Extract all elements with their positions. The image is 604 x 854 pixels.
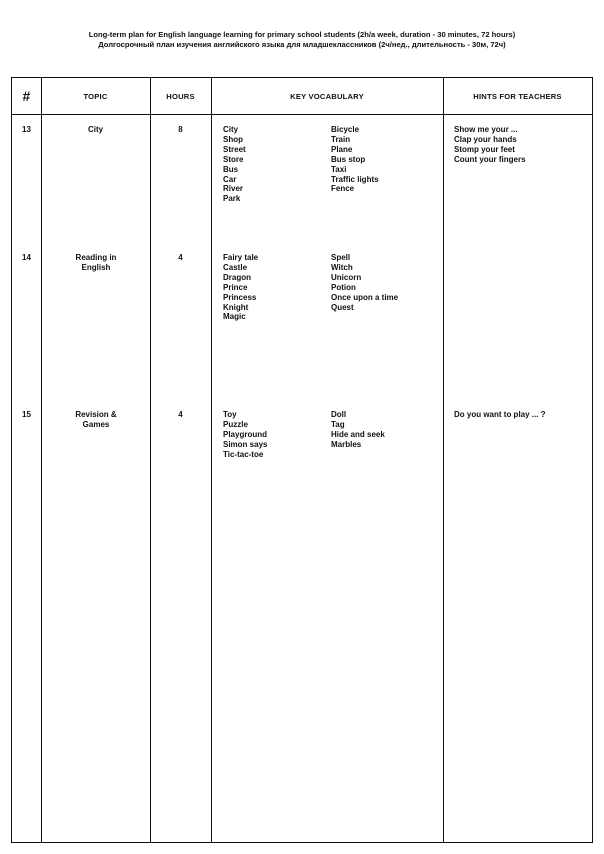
vocab-word: Street	[223, 144, 246, 154]
vocab-word: Car	[223, 174, 237, 184]
vocab-list	[223, 125, 246, 204]
column-divider	[211, 78, 212, 842]
header-hours: HOURS	[166, 91, 195, 101]
vocab-word: Tic-tac-toe	[223, 449, 264, 459]
vocab-list	[223, 410, 267, 460]
document-titles	[0, 30, 604, 49]
vocab-word: Unicorn	[331, 272, 362, 282]
vocab-word: Shop	[223, 134, 243, 144]
column-divider	[150, 78, 151, 842]
vocab-list	[223, 253, 258, 322]
vocab-word: Store	[223, 154, 244, 164]
vocab-word: Hide and seek	[331, 429, 385, 439]
vocab-word: Plane	[331, 144, 353, 154]
header-divider	[12, 114, 592, 115]
plan-table	[11, 77, 593, 843]
vocab-word: Princess	[223, 292, 257, 302]
hints-list	[454, 410, 546, 420]
vocab-word: Spell	[331, 253, 351, 262]
row-topic: Revision & Games	[75, 410, 117, 429]
hint-text: Clap your hands	[454, 134, 517, 144]
vocab-word: Train	[331, 134, 351, 144]
vocab-word: Traffic lights	[331, 174, 379, 184]
row-hours: 4	[178, 253, 183, 262]
vocab-word: Fence	[331, 184, 355, 194]
hint-text: Show me your ...	[454, 125, 518, 134]
row-number: 13	[22, 125, 31, 134]
vocab-word: Park	[223, 194, 241, 204]
vocab-word: Bicycle	[331, 125, 360, 134]
vocab-word: Potion	[331, 282, 356, 292]
row-number: 15	[22, 410, 31, 419]
header-number: #	[22, 88, 31, 104]
vocab-list	[331, 410, 385, 450]
vocab-word: Puzzle	[223, 419, 248, 429]
title-english: Long-term plan for English language learning for primary school students (2h/a week, duration - 30 minutes, 72 hours)	[88, 30, 516, 39]
header-topic: TOPIC	[83, 91, 108, 101]
vocab-word: Bus stop	[331, 154, 366, 164]
row-topic: Reading in English	[75, 253, 117, 272]
row-topic: City	[87, 125, 104, 134]
vocab-word: Doll	[331, 410, 347, 419]
row-hours: 4	[178, 410, 183, 419]
vocab-word: City	[223, 125, 239, 134]
vocab-word: Magic	[223, 312, 246, 322]
vocab-word: Dragon	[223, 272, 251, 282]
header-key-vocabulary: KEY VOCABULARY	[290, 91, 364, 101]
row-hours: 8	[178, 125, 183, 134]
title-russian: Долгосрочный план изучения английского языка для младшеклассников (2ч/нед., длительность - 30м, 72ч)	[98, 39, 506, 49]
vocab-word: Tag	[331, 419, 345, 429]
vocab-word: Knight	[223, 302, 249, 312]
column-divider	[443, 78, 444, 842]
vocab-word: Witch	[331, 262, 353, 272]
vocab-word: Quest	[331, 302, 354, 312]
vocab-word: Toy	[223, 410, 237, 419]
vocab-word: River	[223, 184, 244, 194]
row-number: 14	[22, 253, 31, 262]
vocab-word: Castle	[223, 262, 248, 272]
vocab-list	[331, 125, 379, 194]
vocab-word: Fairy tale	[223, 253, 259, 262]
header-hints: HINTS FOR TEACHERS	[473, 91, 562, 101]
column-divider	[41, 78, 42, 842]
vocab-word: Prince	[223, 282, 248, 292]
vocab-word: Simon says	[223, 439, 268, 449]
vocab-word: Playground	[223, 429, 268, 439]
vocab-word: Once upon a time	[331, 292, 399, 302]
vocab-word: Bus	[223, 164, 239, 174]
vocab-word: Marbles	[331, 439, 362, 449]
vocab-word: Taxi	[331, 164, 347, 174]
hint-text: Stomp your feet	[454, 144, 515, 154]
hint-text: Do you want to play ... ?	[454, 410, 546, 419]
vocab-list	[331, 253, 398, 312]
hint-text: Count your fingers	[454, 154, 526, 164]
hints-list	[454, 125, 526, 165]
